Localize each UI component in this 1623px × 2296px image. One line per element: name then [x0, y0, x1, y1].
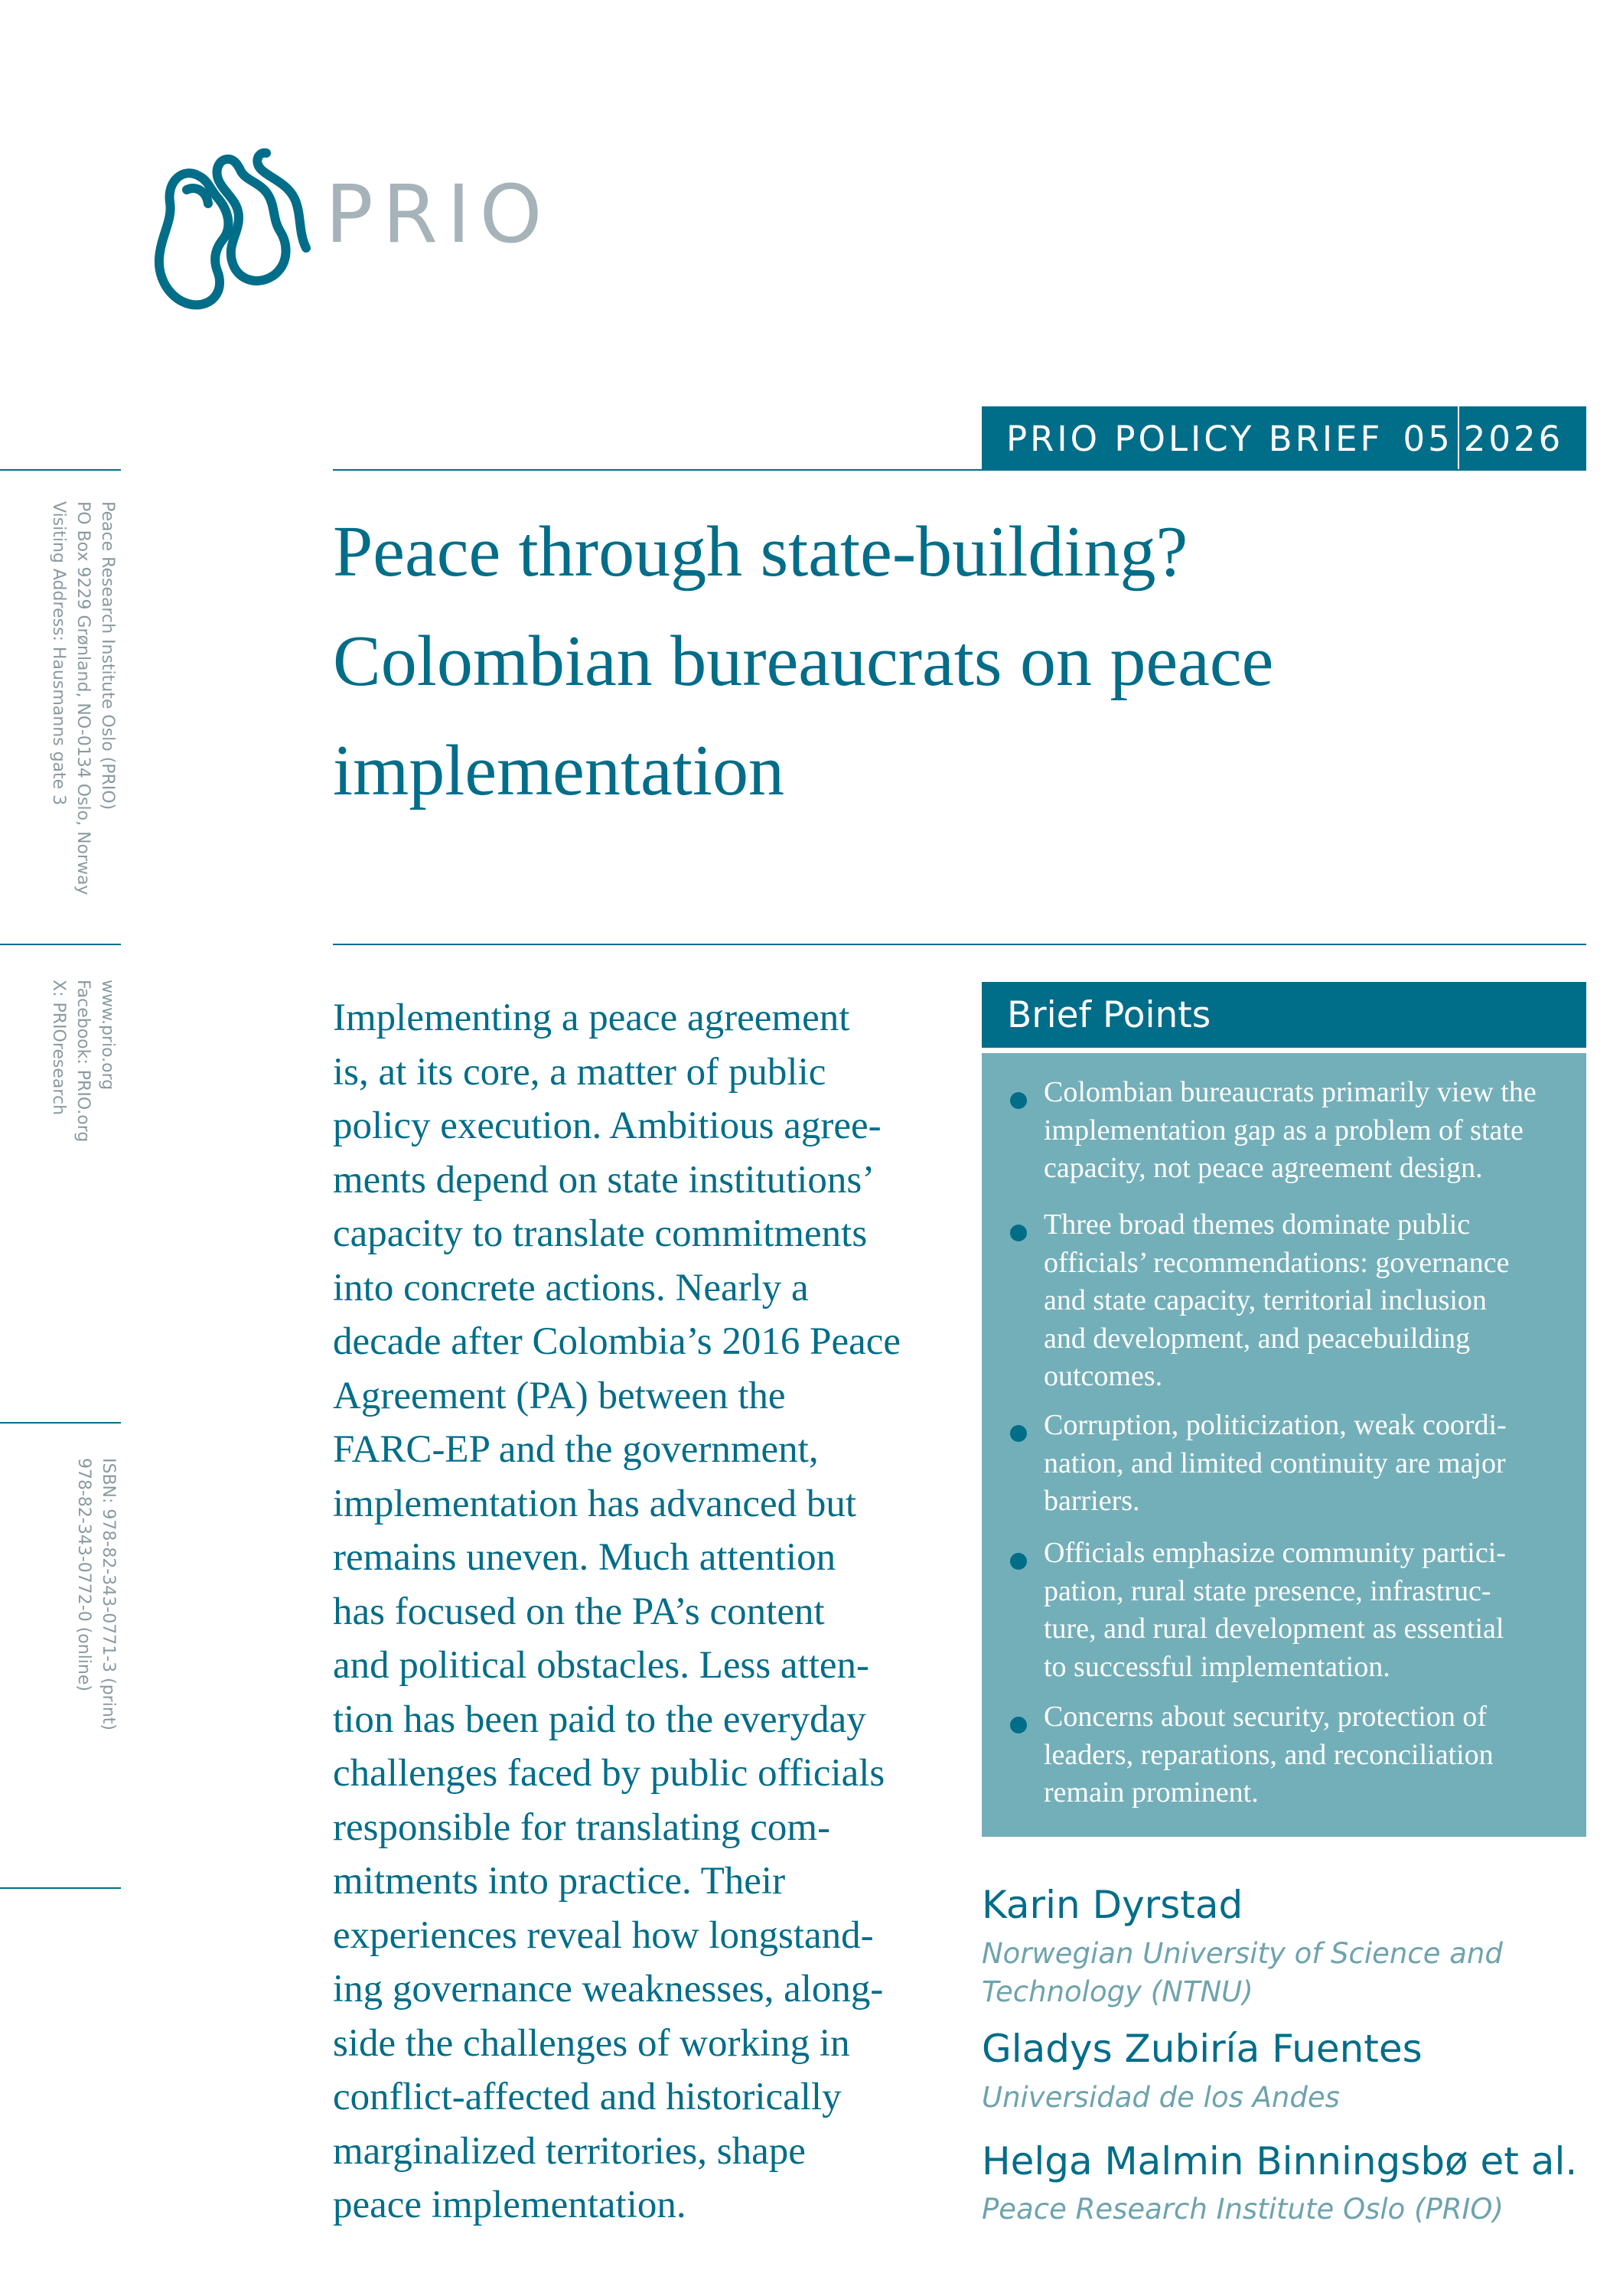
series-name: PRIO POLICY BRIEF [1006, 418, 1383, 459]
web-links [46, 980, 119, 1142]
lead-line: capacity to translate commitments [333, 1212, 868, 1255]
lead-line: ing governance weaknesses, along- [333, 1968, 884, 2011]
facebook-link[interactable]: Facebook: PRIO.org [73, 980, 93, 1143]
lead-line: conflict-affected and historically [333, 2076, 842, 2118]
author-name: Karin Dyrstad [982, 1883, 1243, 1927]
lead-line: mitments into practice. Their [333, 1860, 786, 1903]
sidebar-rule [0, 1422, 121, 1424]
lead-line: is, at its core, a matter of public [333, 1050, 826, 1094]
bullet-dot-icon [1010, 1553, 1027, 1570]
series-number: 05 [1403, 418, 1453, 459]
author-name: Gladys Zubiría Fuentes [982, 2027, 1423, 2071]
lead-line: experiences reveal how longstand- [333, 1913, 874, 1957]
title-bottom-rule [333, 944, 1586, 945]
sidebar-rule [0, 1887, 121, 1889]
bullet-dot-icon [1010, 1225, 1027, 1241]
bullet-dot-icon [1010, 1717, 1027, 1733]
title-top-rule [333, 469, 1586, 471]
title-line: implementation [333, 731, 784, 810]
author-affiliation: Universidad de los Andes [982, 2081, 1340, 2114]
series-banner [982, 406, 1586, 471]
lead-line: has focused on the PA’s content [333, 1590, 825, 1633]
lead-line: FARC-EP and the government, [333, 1428, 819, 1471]
sidebar-rule [0, 944, 121, 945]
lead-line: tion has been paid to the everyday [333, 1698, 866, 1741]
lead-paragraph [333, 991, 968, 2232]
brief-points-heading: Brief Points [982, 982, 1586, 1048]
series-year: 2026 [1463, 418, 1564, 459]
title-line: Colombian bureaucrats on peace [333, 621, 1274, 701]
prio-logo [153, 136, 551, 312]
sidebar-rule [0, 469, 121, 471]
isbn-info: ISBN: 978-82-343-0771-3 (print) 978-82-343-0772-0 (online) [74, 1458, 118, 1730]
bullet-dot-icon [1010, 1425, 1027, 1442]
lead-line: responsible for translating com- [333, 1805, 831, 1849]
lead-line: decade after Colombia’s 2016 Peace [333, 1320, 901, 1363]
institute-address: Peace Research Institute Oslo (PRIO) PO Box 9229 Grønland, NO-0134 Oslo, Norway Visiting Address: Hausmanns gate 3 [49, 501, 117, 895]
bullet-dot-icon [1010, 1092, 1027, 1109]
lead-line: side the challenges of working in [333, 2021, 850, 2065]
author-name: Helga Malmin Binningsbø et al. [982, 2139, 1578, 2183]
page-title [333, 497, 1557, 826]
author-affiliation: Peace Research Institute Oslo (PRIO) [982, 2193, 1504, 2226]
lead-line: challenges faced by public officials [333, 1752, 885, 1795]
brief-points-panel: Colombian bureaucrats primarily view the implementation gap as a problem of state capacity, not peace agreement design. Three broad themes dominate public officials’ recommendations: governance and state capacity, territorial inclusion and development, and peacebuilding outcomes. Corruption, politicization, weak coordi- nation, and limited continuity are major barriers. Officials emphasize community partici- pation, rural state presence, infrastruc- ture, and rural development as essential to successful implementation. Concerns about security, protection of leaders, reparations, and reconciliation remain prominent. [982, 1053, 1586, 1837]
lead-line: peace implementation. [333, 2183, 686, 2226]
prio-figures-logo-icon [153, 136, 314, 312]
lead-line: implementation has advanced but [333, 1482, 857, 1525]
series-separator [1458, 406, 1459, 471]
lead-line: Implementing a peace agreement [333, 996, 850, 1039]
author-affiliation: Norwegian University of Science and Technology (NTNU) [982, 1937, 1503, 2008]
lead-line: into concrete actions. Nearly a [333, 1266, 809, 1309]
lead-line: and political obstacles. Less atten- [333, 1644, 870, 1687]
prio-wordmark: PRIO [325, 168, 552, 261]
lead-line: Agreement (PA) between the [333, 1374, 786, 1417]
x-link[interactable]: X: PRIOresearch [49, 980, 68, 1116]
lead-line: remains uneven. Much attention [333, 1536, 836, 1579]
lead-line: ments depend on state institutions’ [333, 1158, 875, 1202]
lead-line: policy execution. Ambitious agree- [333, 1104, 882, 1147]
title-line: Peace through state-building? [333, 512, 1188, 592]
website-link[interactable]: www.prio.org [98, 980, 117, 1091]
lead-line: marginalized territories, shape [333, 2129, 806, 2173]
